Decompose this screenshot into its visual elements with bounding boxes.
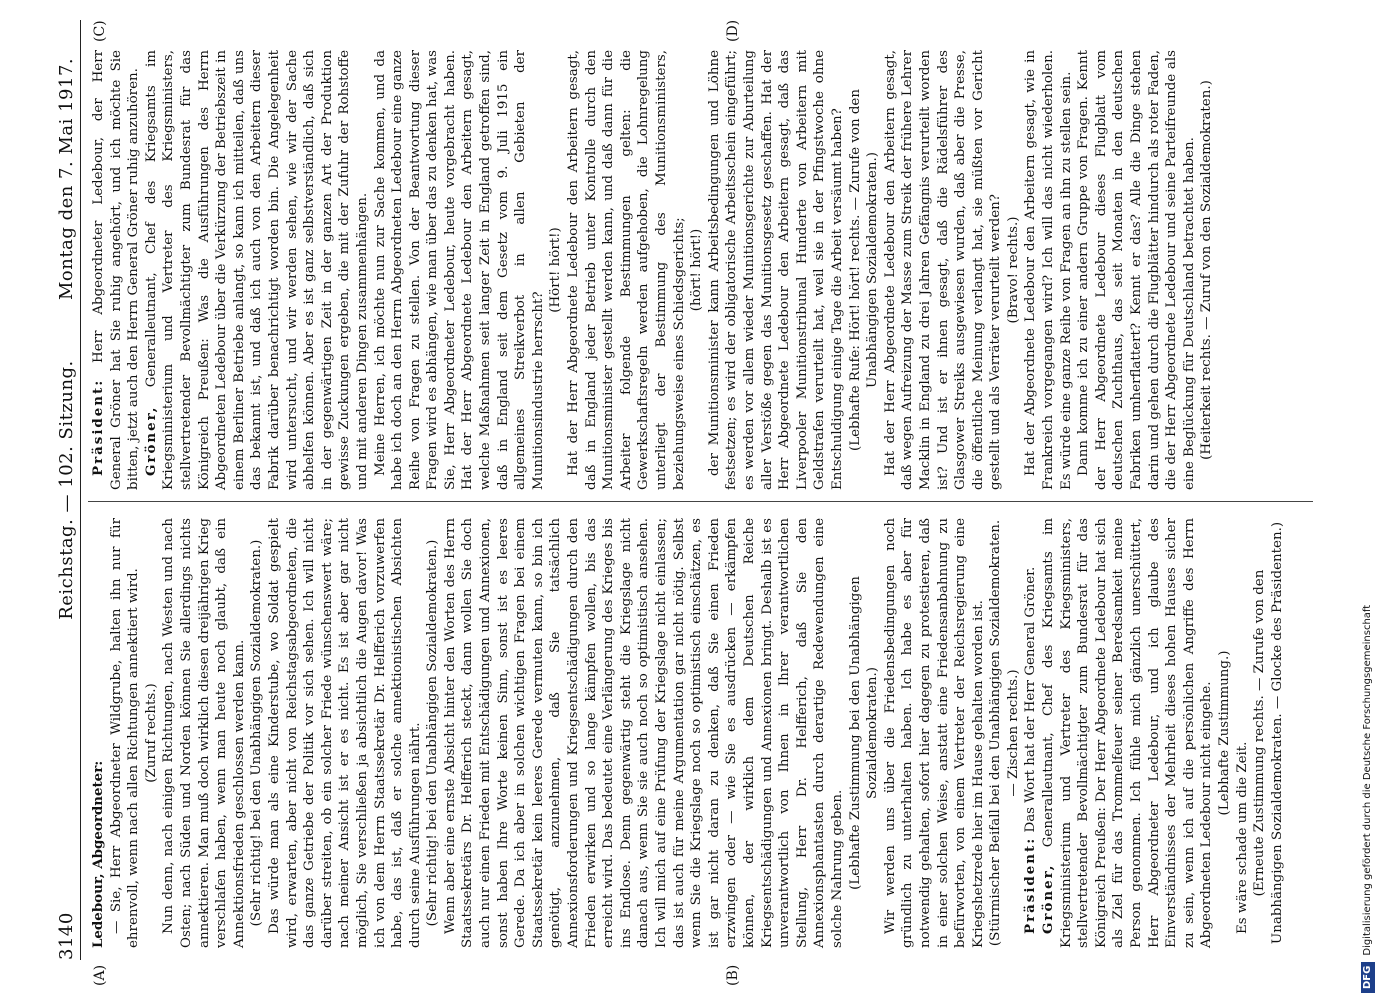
- speech-paragraph: [143, 50, 372, 490]
- text-paragraph: Wenn aber eine ernste Absicht hinter den Worten des Herrn Staatssekretärs Dr. Helfferich steckt, dann wollen Sie doch auch nur einen Frieden mit Entschädigungen und Annexionen, sonst haben Ihre Worte keinen Sinn, sonst ist es leeres Gerede. Da ich aber in solchen wichtigen Fragen bei einem Staatssekretär kein leeres Gerede vermuten kann, so bin ich genötigt, anzunehmen, daß Sie tatsächlich Annexionsforderungen und Kriegsentschädigungen durch den Frieden erwirken und so lange kämpfen wollen, bis das erreicht wird. Das bedeutet eine Verlängerung des Krieges bis ins Endlose. Denn gegenwärtig steht die Kriegslage nicht danach aus, wenn Sie sie auch noch so optimistisch ansehen. Ich will mich auf eine Prüfung der Kriegslage nicht einlassen; das ist auch für meine Argumentation gar nicht nötig. Selbst wenn Sie die Kriegslage noch so optimistisch einschätzen, es ist gar nicht daran zu denken, daß Sie einen Frieden erzwingen oder — wie Sie es ausdrücken — erkämpfen können, der wirklich dem Deutschen Reiche Kriegsentschädigungen und Annexionen bringt. Deshalb ist es unverantwortlich von Ihnen in Ihrer verantwortlichen Stellung, Herr Dr. Helfferich, daß Sie den Annexionsphantasten durch derartige Redewendungen eine solche Nahrung geben.: [442, 518, 845, 948]
- margin-mark-d: (D): [725, 19, 741, 42]
- header-rule: [80, 20, 81, 960]
- running-header: Reichstag. — 102. Sitzung.: [56, 360, 77, 620]
- right-text-column: [90, 50, 1216, 490]
- text-paragraph: Hat der Herr Abgeordnete Ledebour den Arbeitern gesagt, daß in England jeder Betrieb unter Kontrolle durch den Munitionsminister gestellt werden kann, und daß dann für die Arbeiter folgende Bestimmungen gelten: die Gewerkschaftsregeln werden aufgehoben, die Lohnregelung unterliegt der Bestimmung des Munitionsministers, beziehungsweise eines Schiedsgerichts;: [566, 50, 687, 490]
- speaker-name: Gröner,: [1040, 863, 1057, 934]
- speech-paragraph: [90, 50, 143, 490]
- interjection: (Bravo! rechts.): [1005, 216, 1021, 324]
- speaker-name: Präsident:: [90, 378, 106, 476]
- speech-text: Das Wort hat der Herr General Gröner.: [1023, 566, 1039, 833]
- text-paragraph: der Munitionsminister kann Arbeitsbedingungen und Löhne festsetzen; es wird der obligatorische Arbeitsschein eingeführt; es werden vor allem wieder Munitionsgerichte zur Aburteilung aller Verstöße gegen das Munitionsgesetz geschaffen. Hat der Herr Abgeordnete Ledebour den Arbeitern gesagt, daß das Liverpooler Munitionstribunal Hunderte von Arbeitern mit Geldstrafen verurteilt hat, weil sie in der Pfingstwoche ohne Entschuldigung einige Tage die Arbeit versäumt haben?: [706, 50, 845, 490]
- margin-mark-b: (B): [725, 964, 741, 986]
- interjection: (Heiterkeit rechts. — Zuruf von den Sozialdemokraten.): [1199, 80, 1215, 460]
- speech-text: Generalleutnant, Chef des Kriegsamts im Kriegsministerium und Vertreter des Kriegsministers, stellvertretender Bevollmächtigter zum Bundesrat für das Königreich Preußen: Was die Ausführungen des Herrn Abgeordneten Ledebour über die Verkürzung der Betriebszeit in einem Berliner Betriebe anlangt, so kann ich mitteilen, daß uns das bekannt ist, und daß ich auch von den Arbeitern dieser Fabrik darüber benachrichtigt worden bin. Die Angelegenheit wird untersucht, und wir werden sehen, wie wir der Sache abhelfen können. Aber es ist ganz selbstverständlich, daß sich in der gegenwärtigen Zeit in der ganzen Art der Produktion gewisse Zuckungen ergeben, die mit der Zufuhr der Rohstoffe und mit anderen Dingen zusammenhängen.: [143, 50, 370, 490]
- speaker-name: Gröner,: [142, 405, 159, 476]
- interjection: (Hört! hört!): [548, 227, 564, 313]
- text-paragraph: Nun denn, nach einigen Richtungen, nach Westen und nach Osten; nach Süden und Norden können Sie allerdings nichts annektieren. Man muß doch wirklich diesen dreijährigen Krieg verschlafen haben, wenn man heute noch glaubt, daß ein Annektionsfrieden geschlossen werden kann.: [161, 518, 247, 948]
- interjection: (Lebhafte Rufe: Hört! hört! rechts. — Zurufe von den Unabhängigen Sozialdemokraten.): [847, 89, 881, 451]
- interjection: (Lebhafte Zustimmung.): [1217, 650, 1232, 816]
- interjection: (Erneute Zustimmung rechts. — Zurufe von den Unabhängigen Sozialdemokraten. — Glocke des Präsidenten.): [1252, 521, 1285, 945]
- speech-paragraph: [1040, 518, 1216, 948]
- interjection: (Sehr richtig! bei den Unabhängigen Sozialdemokraten.): [425, 539, 441, 927]
- text-paragraph: Hat der Abgeordnete Ledebour den Arbeitern gesagt, wie in Frankreich vorgegangen wird? Ich will das nicht wiederholen. Es würde eine ganze Reihe von Fragen an ihn zu stellen sein.: [1023, 50, 1074, 490]
- dfg-logo-icon: DFG: [1361, 962, 1375, 993]
- interjection: (hört! hört!): [689, 228, 705, 312]
- speech-paragraph: [1022, 518, 1040, 948]
- text-paragraph: Es wäre schade um die Zeit.: [1234, 741, 1250, 934]
- speech-text: Generalleutnant, Chef des Kriegsamts im Kriegsministerium und Vertreter des Kriegsministers, stellvertretender Bevollmächtigter zum Bundesrat für das Königreich Preußen: Der Herr Abgeordnete Ledebour hat sich als Ziel für das Trommelfeuer seiner Beredsamkeit meine Person genommen. Ich fühle mich gänzlich unerschüttert, Herr Abgeordneter Ledebour, und ich glaube des Einverständnisses der Mehrheit dieses hohen Hauses sicher zu sein, wenn ich auf die persönlichen Angriffe des Herrn Abgeordneten Ledebour nicht eingehe.: [1041, 518, 1215, 948]
- digitization-note: [1357, 8, 1379, 993]
- speaker-name: Präsident:: [1022, 836, 1039, 934]
- interjection: (Stürmischer Beifall bei den Unabhängigen Sozialdemokraten. — Zischen rechts.): [988, 519, 1021, 947]
- text-paragraph: Das würde man als eine Kinderstube, wo Soldat gespielt wird, erwarten, aber nicht von Reichstagsabgeordneten, die das ganze Getriebe der Politik vor sich sehen. Ich will nicht darüber streiten, ob ein solcher Friede wünschenswert wäre; nach meiner Ansicht ist er es nicht. Es ist aber gar nicht möglich, Sie verschließen ja absichtlich die Augen davor! Was ich von dem Herrn Staatssekretär Dr. Helfferich vorzuwerfen habe, das ist, daß er solche annektionistischen Absichten durch seine Ausführungen nährt.: [266, 518, 423, 948]
- speech-text: Herr Abgeordneter Ledebour, der Herr General Gröner hat Sie ruhig angehört, und ich möchte Sie bitten, jetzt auch den Herrn General Gröner ruhig anzuhören.: [91, 50, 142, 490]
- interjection: (Zuruf rechts.): [143, 683, 159, 783]
- text-paragraph: Meine Herren, ich möchte nun zur Sache kommen, und da habe ich doch an den Herrn Abgeordneten Ledebour eine ganze Reihe von Fragen zu stellen. Von der Beantwortung dieser Fragen wird es abhängen, wie man über das zu denken hat, was Sie, Herr Abgeordneter Ledebour, heute vorgebracht haben. Hat der Herr Abgeordnete Ledebour den Arbeitern gesagt, welche Maßnahmen seit langer Zeit in England getroffen sind, daß in England seit dem Gesetz vom 9. Juli 1915 ein allgemeines Streikverbot in allen Gebieten der Munitionsindustrie herrscht?: [372, 50, 546, 490]
- left-text-column: [90, 518, 1286, 948]
- text-paragraph: — Sie, Herr Abgeordneter Wildgrube, halten ihn nur für ehrenvoll, wenn nach allen Richtungen annektiert wird.: [108, 518, 142, 948]
- digitization-credit: Digitalisierung gefördert durch die Deutsche Forschungsgemeinschaft: [1362, 604, 1373, 956]
- column-divider: [88, 501, 1313, 502]
- interjection: (Lebhafte Zustimmung bei den Unabhängigen Sozialdemokraten.): [847, 576, 881, 890]
- margin-mark-c: (C): [92, 20, 108, 42]
- interjection: (Sehr richtig! bei den Unabhängigen Sozialdemokraten.): [249, 539, 265, 927]
- text-paragraph: Wir werden uns über die Friedensbedingungen noch gründlich zu unterhalten haben. Ich habe es aber für notwendig gehalten, sofort hier dagegen zu protestieren, daß in einer solchen Weise, anstatt eine Friedensanbahnung zu befürworten, von einem Vertreter der Reichsregierung eine Kriegshetzrede hier im Hause gehalten worden ist.: [882, 518, 986, 948]
- text-paragraph: Dann komme ich zu einer andern Gruppe von Fragen. Kennt der Herr Abgeordnete Ledebour dieses Flugblatt vom deutschen Zuchthaus, das seit Monaten in den deutschen Fabriken umherflattert? Kennt er das? Alle die Dinge stehen darin und gehen durch die Flugblätter hindurch als roter Faden, die der Herr Abgeordnete Ledebour und seine Parteifreunde als eine Beglückung für Deutschland betrachtet haben.: [1076, 50, 1197, 490]
- text-paragraph: Hat der Herr Abgeordnete Ledebour den Arbeitern gesagt, daß wegen Aufreizung der Masse zum Streik der frühere Lehrer Macklin in England zu drei Jahren Gefängnis verurteilt worden ist? Und ist er ihnen gesagt, daß die Rädelsführer des Glasgower Streiks ausgewiesen wurden, daß aber die Presse, die öffentliche Meinung verlangt hat, sie müßten vor Gericht gestellt und als Verräter verurteilt werden?: [882, 50, 1004, 490]
- speaker-line: Ledebour, Abgeordneter:: [90, 760, 106, 948]
- header-date: Montag den 7. Mai 1917.: [56, 57, 77, 300]
- page-number: 3140: [56, 912, 77, 960]
- margin-mark-a: (A): [92, 964, 108, 986]
